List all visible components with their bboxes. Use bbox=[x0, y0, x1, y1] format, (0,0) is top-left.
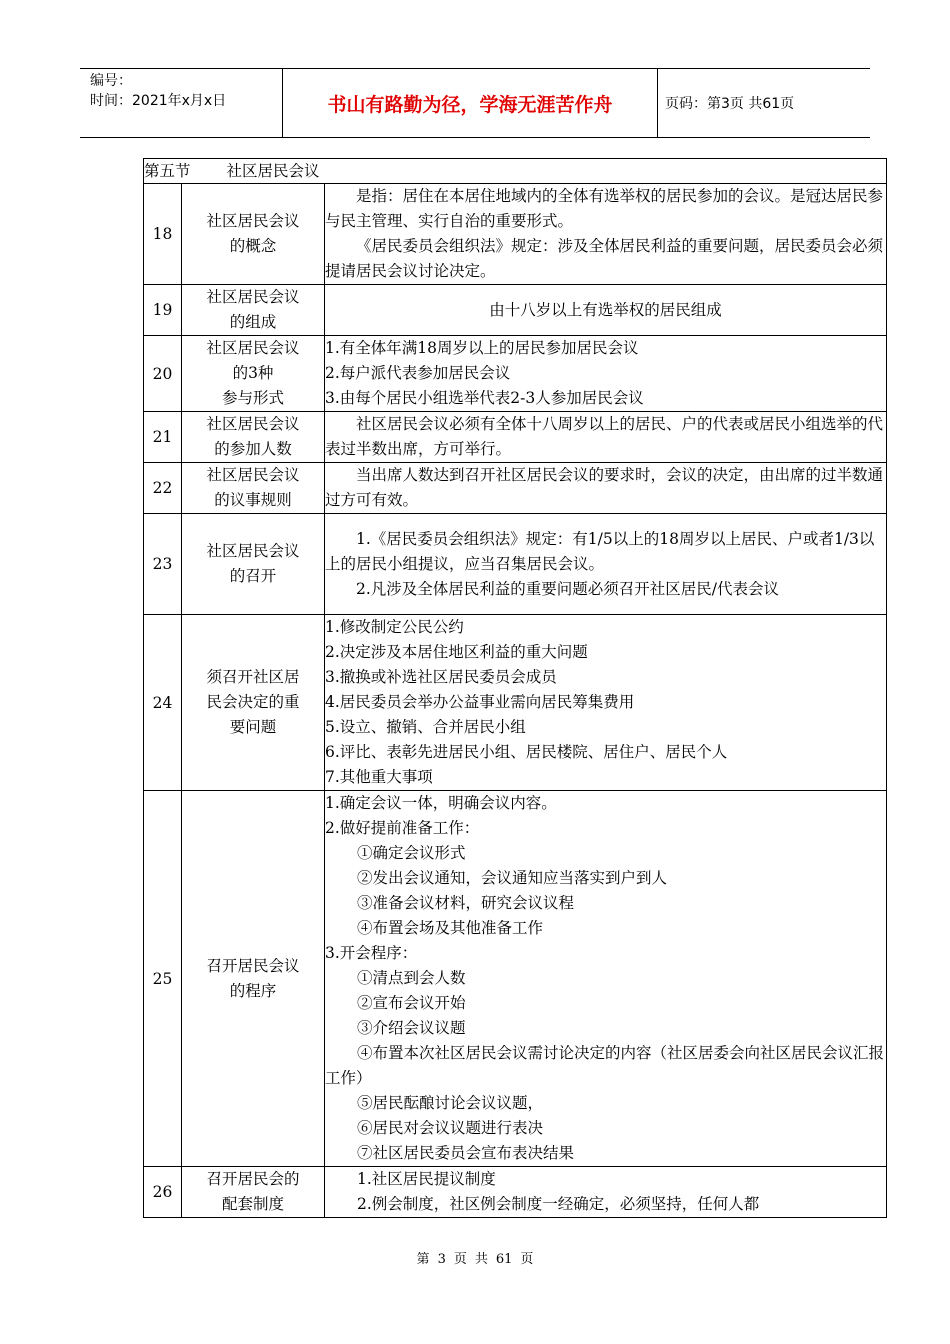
topic-line: 的召开 bbox=[229, 567, 277, 585]
topic-line: 配套制度 bbox=[221, 1195, 284, 1213]
row-topic bbox=[182, 336, 325, 412]
content-paragraph: 当出席人数达到召开社区居民会议的要求时，会议的决定，由出席的过半数通过方可有效。 bbox=[325, 466, 884, 509]
row-topic bbox=[182, 463, 325, 514]
row-topic bbox=[182, 514, 325, 615]
row-content bbox=[325, 285, 887, 336]
row-content bbox=[325, 336, 887, 412]
content-line: 3.撤换或补选社区居民委员会成员 bbox=[325, 668, 557, 686]
content-paragraph: 2.凡涉及全体居民利益的重要问题必须召开社区居民/代表会议 bbox=[356, 579, 780, 598]
topic-line: 的概念 bbox=[229, 237, 277, 255]
topic-line: 社区居民会议 bbox=[206, 415, 300, 433]
topic-line: 民会决定的重 bbox=[206, 693, 300, 711]
row-number: 18 bbox=[144, 184, 182, 285]
content-line: 1.有全体年满18周岁以上的居民参加居民会议 bbox=[325, 339, 639, 357]
topic-line: 须召开社区居 bbox=[206, 668, 300, 686]
row-topic bbox=[182, 1167, 325, 1218]
topic-line: 召开居民会的 bbox=[206, 1170, 300, 1188]
table-row bbox=[144, 791, 887, 1167]
table-row bbox=[144, 615, 887, 791]
table-row bbox=[144, 285, 887, 336]
section-row bbox=[144, 159, 887, 184]
content-line: ①确定会议形式 bbox=[357, 844, 466, 862]
row-topic bbox=[182, 184, 325, 285]
row-number: 19 bbox=[144, 285, 182, 336]
content-line: 7.其他重大事项 bbox=[325, 768, 433, 786]
document-number-label: 编号： bbox=[90, 73, 132, 89]
header-motto: 书山有路勤为径，学海无涯苦作舟 bbox=[282, 69, 658, 137]
topic-line: 社区居民会议 bbox=[206, 542, 300, 560]
row-topic bbox=[182, 285, 325, 336]
row-number: 25 bbox=[144, 791, 182, 1167]
content-line: ①清点到会人数 bbox=[357, 969, 466, 987]
topic-line: 社区居民会议 bbox=[206, 339, 300, 357]
content-line: 1.修改制定公民公约 bbox=[325, 618, 464, 636]
content-line: 3.开会程序： bbox=[325, 944, 418, 962]
topic-line: 的3种 bbox=[232, 364, 274, 382]
row-number: 22 bbox=[144, 463, 182, 514]
content-line: 1.社区居民提议制度 bbox=[357, 1170, 496, 1188]
content-paragraph: 由十八岁以上有选举权的居民组成 bbox=[489, 300, 722, 319]
table-row bbox=[144, 184, 887, 285]
row-number: 24 bbox=[144, 615, 182, 791]
footer-total-pages: 61 bbox=[495, 1252, 513, 1267]
row-content bbox=[325, 184, 887, 285]
section-heading bbox=[144, 159, 887, 184]
content-line: 4.居民委员会举办公益事业需向居民筹集费用 bbox=[325, 693, 635, 711]
topic-line: 召开居民会议 bbox=[206, 956, 300, 975]
content-line: ⑥居民对会议议题进行表决 bbox=[357, 1119, 544, 1137]
table-row bbox=[144, 336, 887, 412]
row-content bbox=[325, 1167, 887, 1218]
content-table bbox=[143, 158, 887, 1218]
content-line: 2.每户派代表参加居民会议 bbox=[325, 364, 511, 382]
row-topic bbox=[182, 615, 325, 791]
content-line: ⑦社区居民委员会宣布表决结果 bbox=[357, 1144, 575, 1162]
header-page-info: 页码：第3页 共61页 bbox=[665, 96, 795, 112]
row-content bbox=[325, 615, 887, 791]
row-topic bbox=[182, 412, 325, 463]
topic-line: 社区居民会议 bbox=[206, 212, 300, 230]
topic-line: 社区居民会议 bbox=[206, 288, 300, 306]
footer-text: 页 bbox=[520, 1252, 534, 1267]
content-line: ②宣布会议开始 bbox=[357, 994, 466, 1012]
content-line: 5.设立、撤销、合并居民小组 bbox=[325, 718, 526, 736]
row-content bbox=[325, 791, 887, 1167]
content-line: ③准备会议材料，研究会议议程 bbox=[357, 894, 575, 912]
content-paragraph: 1.《居民委员会组织法》规定：有1/5以上的18周岁以上居民、户或者1/3以上的居民小组提议，应当召集居民会议。 bbox=[325, 529, 875, 573]
header-left bbox=[80, 69, 282, 137]
page-header bbox=[80, 68, 870, 138]
section-label: 第五节 bbox=[144, 162, 191, 180]
row-topic bbox=[182, 791, 325, 1167]
content-line: ③介绍会议议题 bbox=[357, 1019, 466, 1037]
table-row bbox=[144, 463, 887, 514]
content-line: 2.做好提前准备工作： bbox=[325, 819, 480, 837]
topic-line: 要问题 bbox=[229, 718, 277, 736]
topic-line: 社区居民会议 bbox=[206, 466, 300, 484]
content-paragraph: 社区居民会议必须有全体十八周岁以上的居民、户的代表或居民小组选举的代表过半数出席，方可举行。 bbox=[325, 415, 884, 458]
topic-line: 参与形式 bbox=[221, 389, 284, 407]
content-line: 6.评比、表彰先进居民小组、居民楼院、居住户、居民个人 bbox=[325, 743, 728, 761]
content-line: 3.由每个居民小组选举代表2-3人参加居民会议 bbox=[325, 389, 644, 407]
content-line: 2.例会制度，社区例会制度一经确定，必须坚持，任何人都 bbox=[357, 1195, 760, 1213]
content-paragraph: 是指：居住在本居住地域内的全体有选举权的居民参加的会议。是冠达居民参与民主管理、实行自治的重要形式。 bbox=[325, 187, 884, 230]
row-number: 26 bbox=[144, 1167, 182, 1218]
row-content bbox=[325, 463, 887, 514]
row-content bbox=[325, 412, 887, 463]
footer-page-number: 3 bbox=[437, 1252, 446, 1267]
page-footer bbox=[0, 1248, 950, 1267]
content-line: 2.决定涉及本居住地区利益的重大问题 bbox=[325, 643, 588, 661]
row-number: 23 bbox=[144, 514, 182, 615]
footer-text: 共 bbox=[474, 1252, 488, 1267]
content-line: 1.确定会议一体，明确会议内容。 bbox=[325, 794, 557, 812]
row-number: 20 bbox=[144, 336, 182, 412]
section-title: 社区居民会议 bbox=[226, 162, 320, 180]
topic-line: 的参加人数 bbox=[214, 440, 292, 458]
row-content bbox=[325, 514, 887, 615]
topic-line: 的程序 bbox=[229, 981, 277, 1000]
content-line: ②发出会议通知，会议通知应当落实到户到人 bbox=[357, 869, 668, 887]
content-line: ④布置本次社区居民会议需讨论决定的内容（社区居委会向社区居民会议汇报工作） bbox=[325, 1044, 885, 1087]
table-row bbox=[144, 1167, 887, 1218]
content-paragraph: 《居民委员会组织法》规定：涉及全体居民利益的重要问题，居民委员会必须提请居民会议讨论决定。 bbox=[325, 237, 884, 280]
table-row bbox=[144, 514, 887, 615]
topic-line: 的议事规则 bbox=[214, 491, 292, 509]
table-row bbox=[144, 412, 887, 463]
content-line: ④布置会场及其他准备工作 bbox=[357, 919, 544, 937]
footer-text: 页 bbox=[453, 1252, 467, 1267]
footer-text: 第 bbox=[416, 1252, 430, 1267]
document-time-label: 时间：2021年x月x日 bbox=[90, 93, 227, 109]
row-number: 21 bbox=[144, 412, 182, 463]
topic-line: 的组成 bbox=[229, 313, 277, 331]
content-line: ⑤居民酝酿讨论会议议题， bbox=[357, 1094, 544, 1112]
